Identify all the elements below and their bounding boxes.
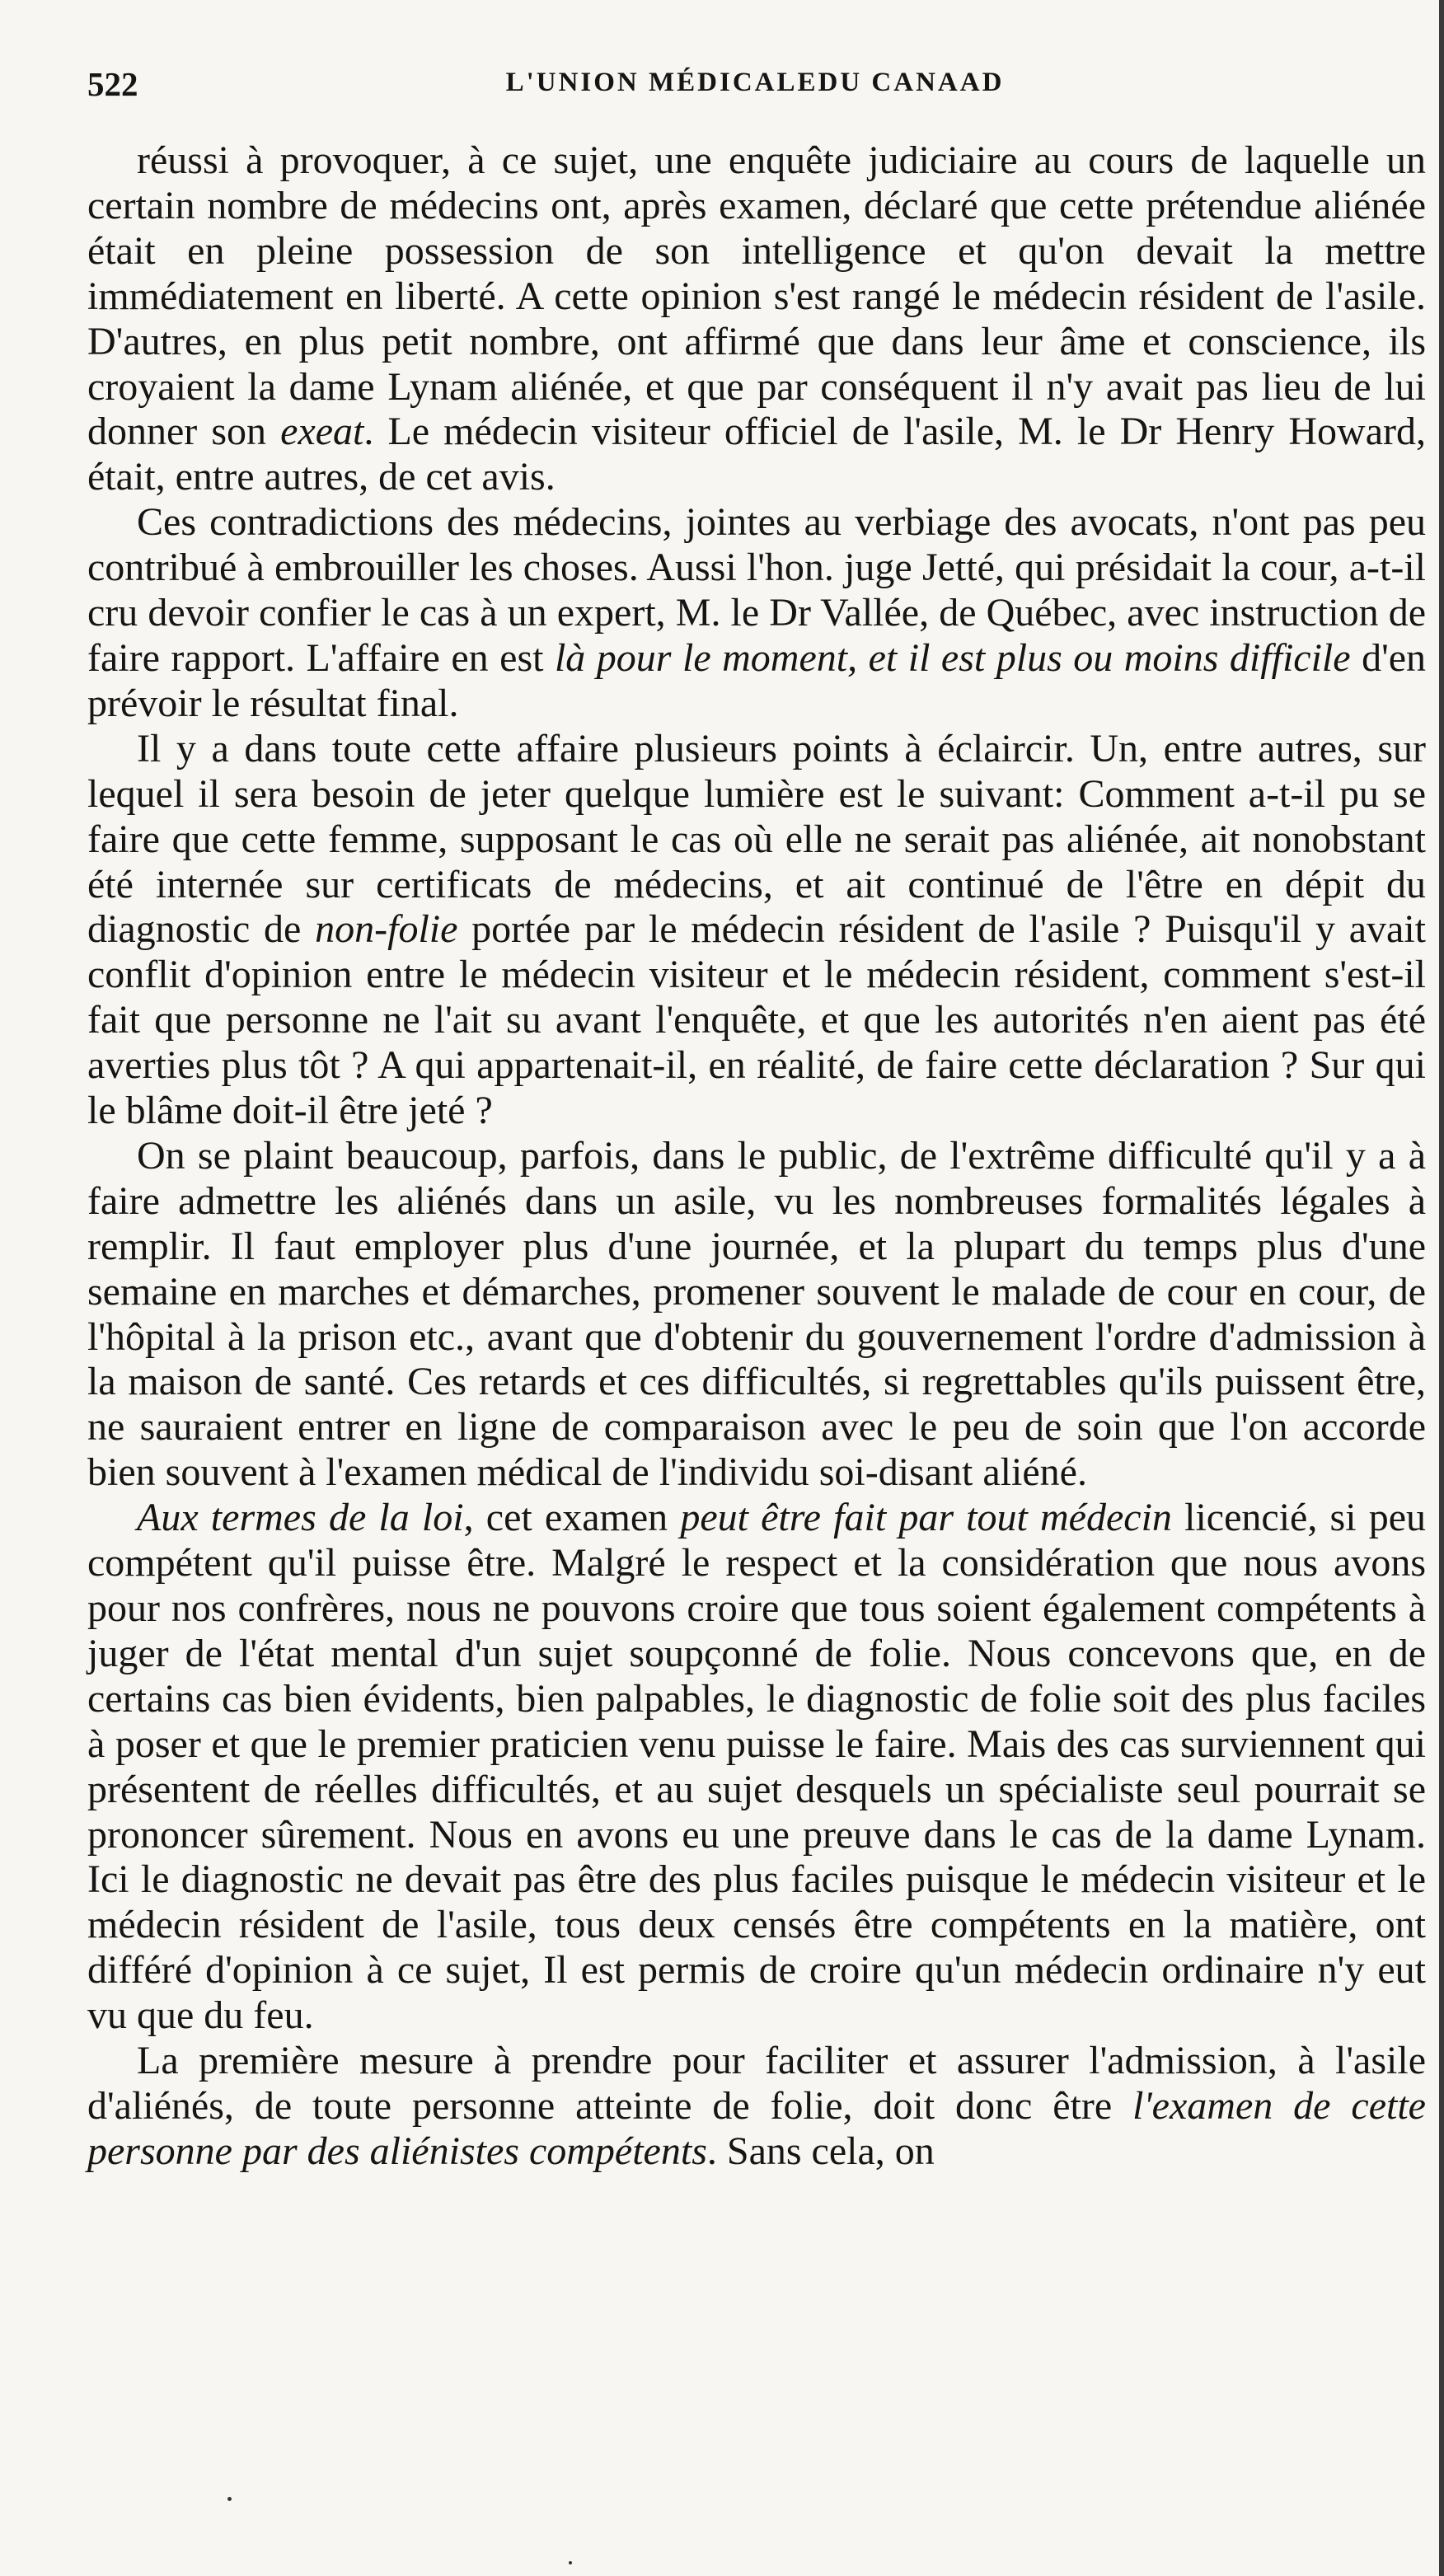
print-speck — [569, 2561, 572, 2564]
paragraph-1: réussi à provoquer, à ce sujet, une enquête judiciaire au cours de laquelle un certain nombre de médecins ont, après examen, déclaré que cette prétendue aliénée était en pleine possession de son intelligence et qu'on devait la mettre immédiatement en liberté. A cette opinion s'est rangé le médecin résident de l'asile. D'autres, en plus petit nombre, ont affirmé que dans leur âme et conscience, ils croyaient la dame Lynam aliénée, et que par conséquent il n'y avait pas lieu de lui donner son exeat. Le médecin visiteur officiel de l'asile, M. le Dr Henry Howard, était, entre autres, de cet avis. — [87, 138, 1426, 499]
page-number: 522 — [87, 65, 138, 103]
page-edge — [1439, 0, 1444, 2576]
running-head: L'UNION MÉDICALEDU CANAAD — [505, 68, 1005, 97]
paragraph-5: Aux termes de la loi, cet examen peut être fait par tout médecin licencié, si peu compétent qu'il puisse être. Malgré le respect et la considération que nous avons pour nos confrères, nous ne pouvons croire que tous soient également compétents à juger de l'état mental d'un sujet soupçonné de folie. Nous concevons que, en de certains cas bien évidents, bien palpables, le diagnostic de folie soit des plus faciles à poser et que le premier praticien venu puisse le faire. Mais des cas surviennent qui présentent de réelles difficultés, et au sujet desquels un spécialiste seul pourrait se prononcer sûrement. Nous en avons eu une preuve dans le cas de la dame Lynam. Ici le diagnostic ne devait pas être des plus faciles puisque le médecin visiteur et le médecin résident de l'asile, tous deux censés être compétents en la matière, ont différé d'opinion à ce sujet, Il est permis de croire qu'un médecin ordinaire n'y eut vu que du feu. — [87, 1496, 1426, 2038]
paragraph-6: La première mesure à prendre pour faciliter et assurer l'admission, à l'asile d'aliénés, de toute personne atteinte de folie, doit donc être l'examen de cette personne par des aliénistes compétents. Sans cela, on — [87, 2039, 1426, 2173]
article-body — [87, 138, 1426, 2175]
page-header — [87, 64, 1423, 117]
paragraph-2: Ces contradictions des médecins, jointes au verbiage des avocats, n'ont pas peu contribué à embrouiller les choses. Aussi l'hon. juge Jetté, qui présidait la cour, a-t-il cru devoir confier le cas à un expert, M. le Dr Vallée, de Québec, avec instruction de faire rapport. L'affaire en est là pour le moment, et il est plus ou moins difficile d'en prévoir le résultat final. — [87, 500, 1427, 725]
paragraph-3: Il y a dans toute cette affaire plusieurs points à éclaircir. Un, entre autres, sur lequel il sera besoin de jeter quelque lumière est le suivant: Comment a-t-il pu se faire que cette femme, supposant le cas où elle ne serait pas aliénée, ait nonobstant été internée sur certificats de médecins, et ait continué de l'être en dépit du diagnostic de non-folie portée par le médecin résident de l'asile ? Puisqu'il y avait conflit d'opinion entre le médecin visiteur et le médecin résident, comment s'est-il fait que personne ne l'ait su avant l'enquête, et que les autorités n'en aient pas été averties plus tôt ? A qui appartenait-il, en réalité, de faire cette déclaration ? Sur qui le blâme doit-il être jeté ? — [87, 726, 1426, 1133]
print-speck — [227, 2497, 232, 2501]
paragraph-4: On se plaint beaucoup, parfois, dans le public, de l'extrême difficulté qu'il y a à faire admettre les aliénés dans un asile, vu les nombreuses formalités légales à remplir. Il faut employer plus d'une journée, et la plupart du temps plus d'une semaine en marches et démarches, promener souvent le malade de cour en cour, de l'hôpital à la prison etc., avant que d'obtenir du gouvernement l'ordre d'admission à la maison de santé. Ces retards et ces difficultés, si regrettables qu'ils puissent être, ne sauraient entrer en ligne de comparaison avec le peu de soin que l'on accorde bien souvent à l'examen médical de l'individu soi-disant aliéné. — [87, 1133, 1426, 1495]
